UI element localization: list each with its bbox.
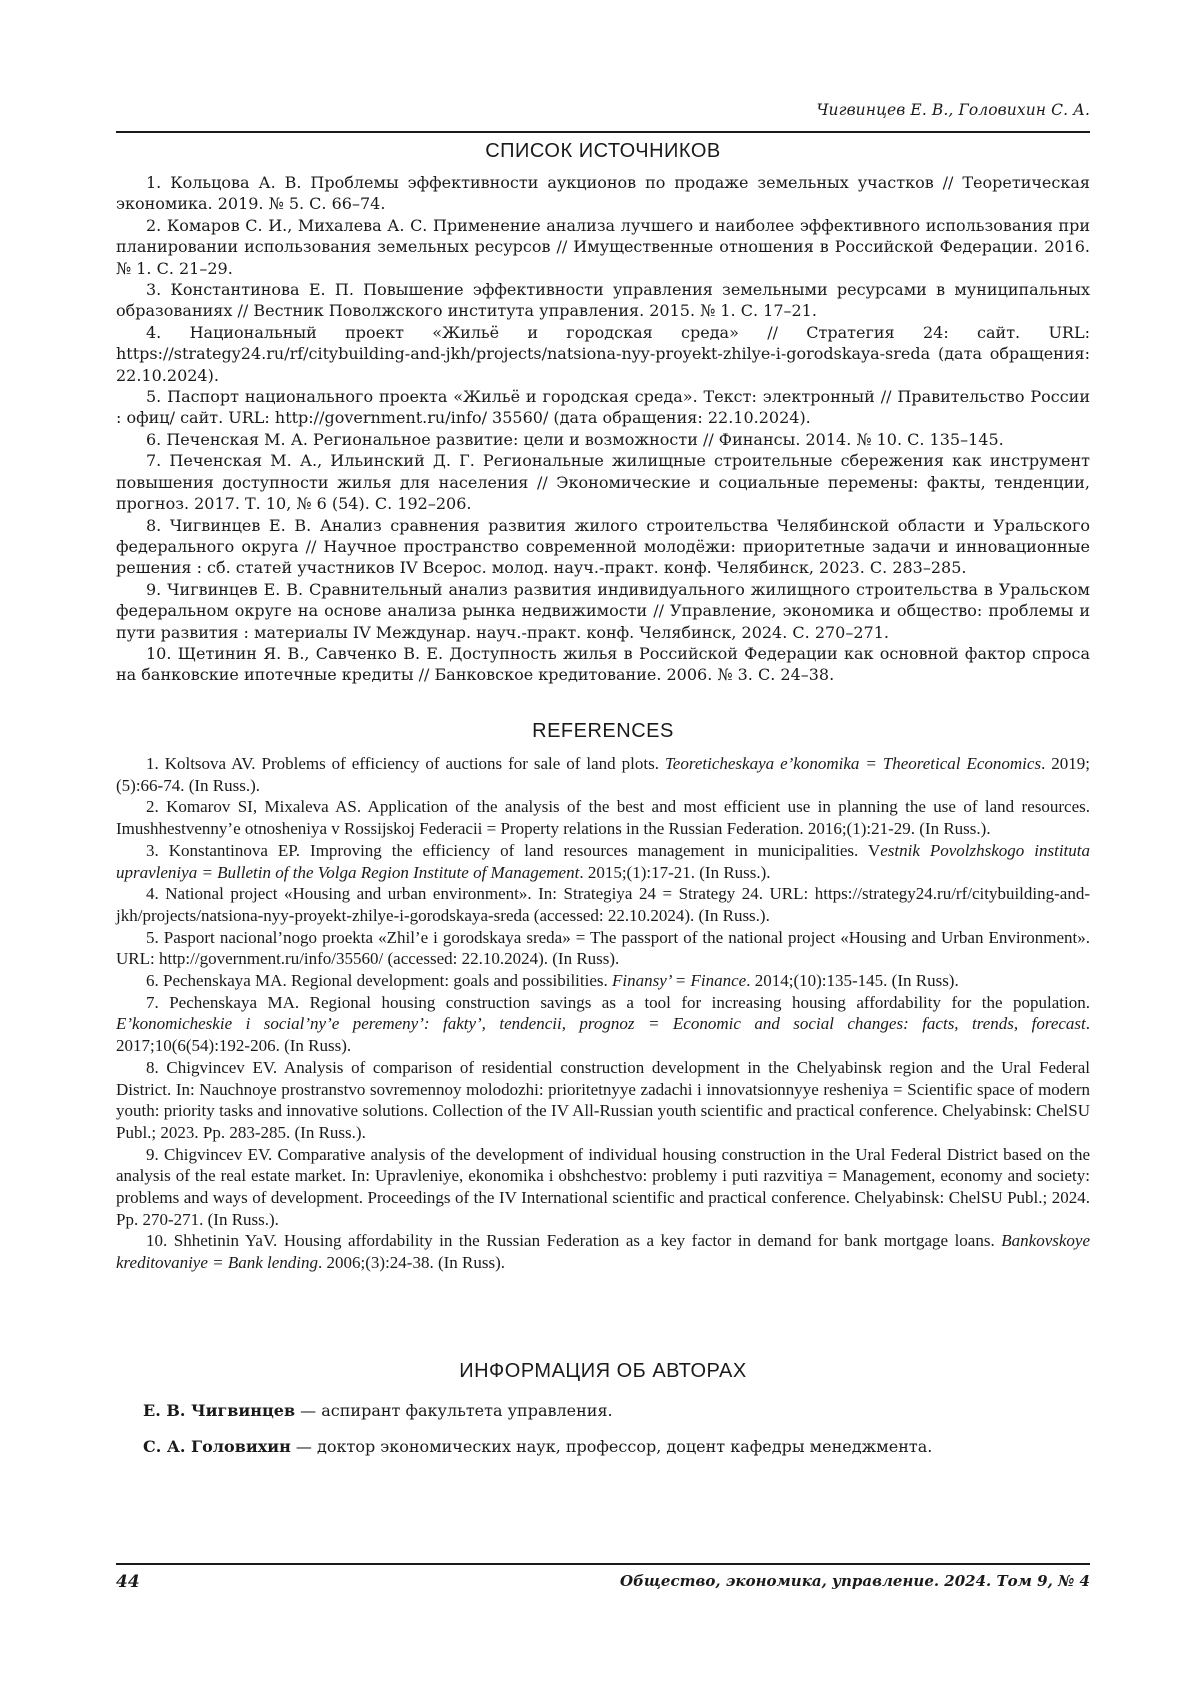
source-item: 10. Щетинин Я. В., Савченко В. Е. Доступность жилья в Российской Федерации как основной фактор спроса на банковские ипотечные кредиты // Банковское кредитование. 2006. № 3. С. 24–38. bbox=[116, 643, 1090, 685]
source-item: 3. Константинова Е. П. Повышение эффективности управления земельными ресурсами в муниципальных образованиях // Вестник Поволжского института управления. 2015. № 1. С. 17–21. bbox=[116, 280, 1090, 321]
source-item: 6. Печенская М. А. Региональное развитие: цели и возможности // Финансы. 2014. № 10. С. 135–145. bbox=[146, 429, 1004, 449]
source-item: 1. Кольцова А. В. Проблемы эффективности аукционов по продаже земельных участков // Теоретическая экономика. 2019. № 5. С. 66–74. bbox=[116, 173, 1090, 214]
reference-item: 9. Chigvincev EV. Comparative analysis of the development of individual housing construction in the Ural Federal District based on the analysis of the real estate market. In: Upravleniye, ekonomika i obshchestvo: problemy i puti razvitiya = Management, economy and society: problems and ways of development. Proceedings of the IV International scientific and practical conference. Chelyabinsk: ChelSU Publ.; 2024. Pp. 270-271. (In Russ.). bbox=[116, 1144, 1090, 1229]
source-item: 5. Паспорт национального проекта «Жильё и городская среда». Текст: электронный // Правительство России : офиц/ сайт. URL: http://government.ru/info/ 35560/ (дата обращения: 22.10.2024). bbox=[116, 387, 1090, 428]
footer-rule bbox=[116, 1563, 1090, 1565]
reference-item: 4. National project «Housing and urban environment». In: Strategiya 24 = Strategy 24. URL: https://strategy24.ru/rf/citybuilding-and-jkh/projects/natsiona-nyy-proyekt-zhilye-i-gorodskaya-sreda (accessed: 22.10.2024). (In Russ.). bbox=[116, 884, 1090, 925]
source-item: 4. Национальный проект «Жильё и городская среда» // Стратегия 24: сайт. URL: https://strategy24.ru/rf/citybuilding-and-jkh/projects/natsiona-nyy-proyekt-zhilye-i-gorodskaya-sreda (дата обращения: 22.10.2024). bbox=[116, 322, 1090, 385]
references-list bbox=[116, 753, 1090, 1274]
sources-title: СПИСОК ИСТОЧНИКОВ bbox=[485, 140, 721, 162]
reference-item: 5. Pasport nacional’nogo proekta «Zhil’e i gorodskaya sreda» = The passport of the national project «Housing and Urban Environment». URL: http://government.ru/info/35560/ (accessed: 22.10.2024). (In Russ). bbox=[116, 927, 1090, 969]
reference-item: 7. Pechenskaya MA. Regional housing construction savings as a tool for increasing housing affordability for the population. E’konomicheskie i social’ny’e peremeny’: fakty’, tendencii, prognoz = Economic and social changes: facts, trends, forecast. 2017;10(6(54):192-206. (In Russ). bbox=[116, 992, 1090, 1056]
authors-title: ИНФОРМАЦИЯ ОБ АВТОРАХ bbox=[459, 1360, 747, 1382]
journal-info: Общество, экономика, управление. 2024. Том 9, № 4 bbox=[620, 1572, 1090, 1590]
reference-item: 2. Komarov SI, Mixaleva AS. Application of the analysis of the best and most efficient use in planning the use of land resources. Imushhestvenny’e otnosheniya v Rossijskoj Federacii = Property relations in the Russian Federation. 2016;(1):21-29. (In Russ.). bbox=[116, 797, 1090, 839]
source-item: 7. Печенская М. А., Ильинский Д. Г. Региональные жилищные строительные сбережения как инструмент повышения доступности жилья для населения // Экономические и социальные перемены: факты, тенденции, прогноз. 2017. Т. 10, № 6 (54). С. 192–206. bbox=[116, 451, 1090, 514]
author-item: С. А. Головихин — доктор экономических наук, профессор, доцент кафедры менеджмента. bbox=[143, 1437, 933, 1456]
reference-item: 6. Pechenskaya MA. Regional development: goals and possibilities. Finansy’ = Finance. 2014;(10):135-145. (In Russ). bbox=[146, 971, 959, 991]
reference-item: 8. Chigvincev EV. Analysis of comparison of residential construction development in the Chelyabinsk region and the Ural Federal District. In: Nauchnoye prostranstvo sovremennoy molodozhi: prioritetnyye zadachi i innovatsionnyye resheniya = Scientific space of modern youth: priority tasks and innovative solutions. Collection of the IV All-Russian youth scientific and practical conference. Chelyabinsk: ChelSU Publ.; 2023. Pp. 283-285. (In Russ.). bbox=[116, 1057, 1090, 1142]
running-head: Чигвинцев Е. В., Головихин С. А. bbox=[816, 101, 1090, 119]
authors-list bbox=[116, 1400, 1090, 1472]
reference-item: 10. Shhetinin YaV. Housing affordability in the Russian Federation as a key factor in demand for bank mortgage loans. Bankovskoye kreditovaniye = Bank lending. 2006;(3):24-38. (In Russ). bbox=[116, 1231, 1090, 1273]
source-item: 2. Комаров С. И., Михалева А. С. Применение анализа лучшего и наиболее эффективного использования при планировании использования земельных ресурсов // Имущественные отношения в Российской Федерации. 2016. № 1. С. 21–29. bbox=[116, 215, 1090, 278]
page-number: 44 bbox=[116, 1572, 140, 1592]
author-item: Е. В. Чигвинцев — аспирант факультета управления. bbox=[143, 1401, 613, 1420]
reference-item: 1. Koltsova AV. Problems of efficiency of auctions for sale of land plots. Teoreticheskaya e’konomika = Theoretical Economics. 2019;(5):66-74. (In Russ.). bbox=[116, 754, 1090, 795]
references-title: REFERENCES bbox=[532, 720, 674, 742]
sources-list bbox=[116, 172, 1090, 686]
source-item: 8. Чигвинцев Е. В. Анализ сравнения развития жилого строительства Челябинской области и Уральского федерального округа // Научное пространство современной молодёжи: приоритетные задачи и инновационные решения : сб. статей участников IV Всерос. молод. науч.-практ. конф. Челябинск, 2023. С. 283–285. bbox=[116, 515, 1090, 578]
source-item: 9. Чигвинцев Е. В. Сравнительный анализ развития индивидуального жилищного строительства в Уральском федеральном округе на основе анализа рынка недвижимости // Управление, экономика и общество: проблемы и пути развития : материалы IV Междунар. науч.-практ. конф. Челябинск, 2024. С. 270–271. bbox=[116, 579, 1090, 642]
reference-item: 3. Konstantinova EP. Improving the efficiency of land resources management in municipalities. Vestnik Povolzhskogo instituta upravleniya = Bulletin of the Volga Region Institute of Management. 2015;(1):17-21. (In Russ.). bbox=[116, 840, 1090, 882]
header-rule bbox=[116, 131, 1090, 133]
